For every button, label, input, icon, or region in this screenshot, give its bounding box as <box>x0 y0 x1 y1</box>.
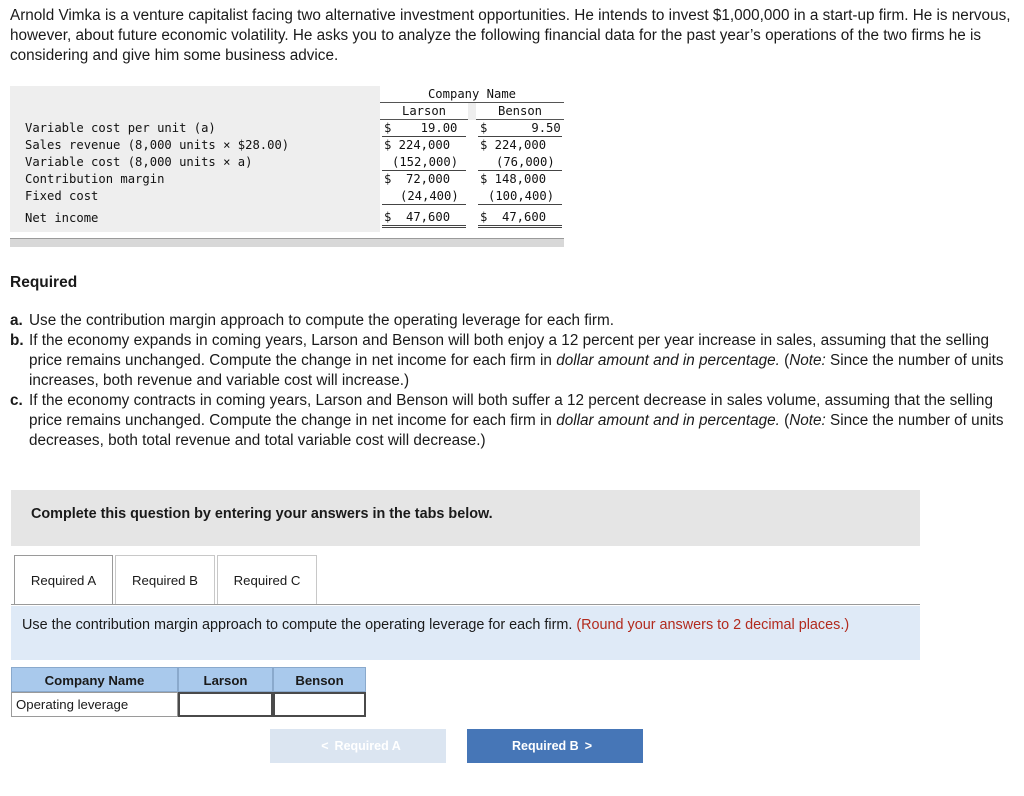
double-underline <box>382 225 466 226</box>
larson-value: (152,000) <box>392 155 459 169</box>
instructions-banner-text: Complete this question by entering your answers in the tabs below. <box>31 506 493 522</box>
table-row-label: Variable cost per unit (a) <box>25 121 216 135</box>
required-item-c <box>10 391 1010 451</box>
item-emphasis: dollar amount and in percentage. <box>556 352 780 369</box>
table-row-label: Fixed cost <box>25 189 99 203</box>
benson-value: $ 9.50 <box>480 121 561 135</box>
item-note: Since the number of units increases, both revenue and variable cost will increase.) <box>29 352 1004 389</box>
larson-value: $ 72,000 <box>384 172 451 186</box>
chevron-left-icon: < <box>321 739 329 753</box>
item-letter: b. <box>10 332 24 349</box>
required-item-b <box>10 331 1010 391</box>
benson-net-income: $ 47,600 <box>480 210 547 224</box>
item-note-label: Note: <box>789 352 826 369</box>
item-note: ( <box>784 352 790 369</box>
answer-header-benson: Benson <box>273 667 366 692</box>
financial-data-table <box>10 86 564 232</box>
larson-value: (24,400) <box>400 189 459 203</box>
tab-required-b[interactable]: Required B <box>115 555 215 605</box>
benson-value: (100,400) <box>488 189 555 203</box>
benson-value: $ 148,000 <box>480 172 547 186</box>
table-scrollbar[interactable] <box>10 238 564 247</box>
required-item-a <box>10 311 1010 331</box>
instruction-text: Use the contribution margin approach to compute the operating leverage for each firm. <box>22 617 573 633</box>
larson-operating-leverage-input[interactable] <box>178 692 273 717</box>
rounding-note: (Round your answers to 2 decimal places.) <box>576 617 850 633</box>
question-instruction <box>11 606 920 660</box>
next-button-label: Required B <box>512 739 579 753</box>
larson-value: $ 19.00 <box>384 121 458 135</box>
table-col-larson: Larson <box>380 103 468 120</box>
next-required-b-button[interactable] <box>467 729 643 763</box>
double-underline <box>478 225 562 226</box>
answer-header-larson: Larson <box>178 667 273 692</box>
prev-required-a-button[interactable] <box>270 729 446 763</box>
benson-value: (76,000) <box>496 155 555 169</box>
tab-required-a[interactable]: Required A <box>14 555 113 605</box>
double-underline <box>382 227 466 228</box>
benson-value: $ 224,000 <box>480 138 547 152</box>
item-letter: c. <box>10 392 23 409</box>
item-text: If the economy contracts in coming years, Larson and Benson will both suffer a 12 percent decrease in sales volume, assuming that the selling price remains unchanged. Compute the change in net income for each firm in <box>29 392 993 429</box>
double-underline <box>478 227 562 228</box>
required-list <box>10 311 1010 451</box>
instructions-banner <box>11 490 920 546</box>
required-heading: Required <box>10 274 78 291</box>
chevron-right-icon: > <box>584 739 592 753</box>
item-text: Use the contribution margin approach to compute the operating leverage for each firm. <box>29 312 615 329</box>
underline <box>382 204 466 205</box>
item-note: ( <box>784 412 790 429</box>
table-row-label: Variable cost (8,000 units × a) <box>25 155 253 169</box>
tab-required-c[interactable]: Required C <box>217 555 317 605</box>
tab-divider <box>11 604 920 605</box>
item-text: If the economy expands in coming years, Larson and Benson will both enjoy a 12 percent per year increase in sales, assuming that the selling price remains unchanged. Compute the change in net income for each firm in <box>29 332 990 369</box>
larson-value: $ 224,000 <box>384 138 451 152</box>
item-note: Since the number of units decreases, both total revenue and total variable cost will decrease.) <box>29 412 1004 449</box>
benson-operating-leverage-input[interactable] <box>273 692 366 717</box>
table-row-label: Contribution margin <box>25 172 165 186</box>
table-row-label: Sales revenue (8,000 units × $28.00) <box>25 138 290 152</box>
table-group-header: Company Name <box>380 86 564 103</box>
table-col-benson: Benson <box>476 103 564 120</box>
problem-intro: Arnold Vimka is a venture capitalist facing two alternative investment opportunities. He intends to invest $1,000,000 in a start-up firm. He is nervous, however, about future economic volatility. He asks you to analyze the following financial data for the past year’s operations of the two firms he is considering and give him some business advice. <box>10 7 1011 64</box>
item-emphasis: dollar amount and in percentage. <box>556 412 780 429</box>
prev-button-label: Required A <box>334 739 401 753</box>
answer-row-label: Operating leverage <box>11 692 178 717</box>
item-note-label: Note: <box>789 412 826 429</box>
underline <box>478 204 562 205</box>
table-row-label: Net income <box>25 211 99 225</box>
larson-net-income: $ 47,600 <box>384 210 451 224</box>
item-letter: a. <box>10 312 23 329</box>
answer-header-company: Company Name <box>11 667 178 692</box>
